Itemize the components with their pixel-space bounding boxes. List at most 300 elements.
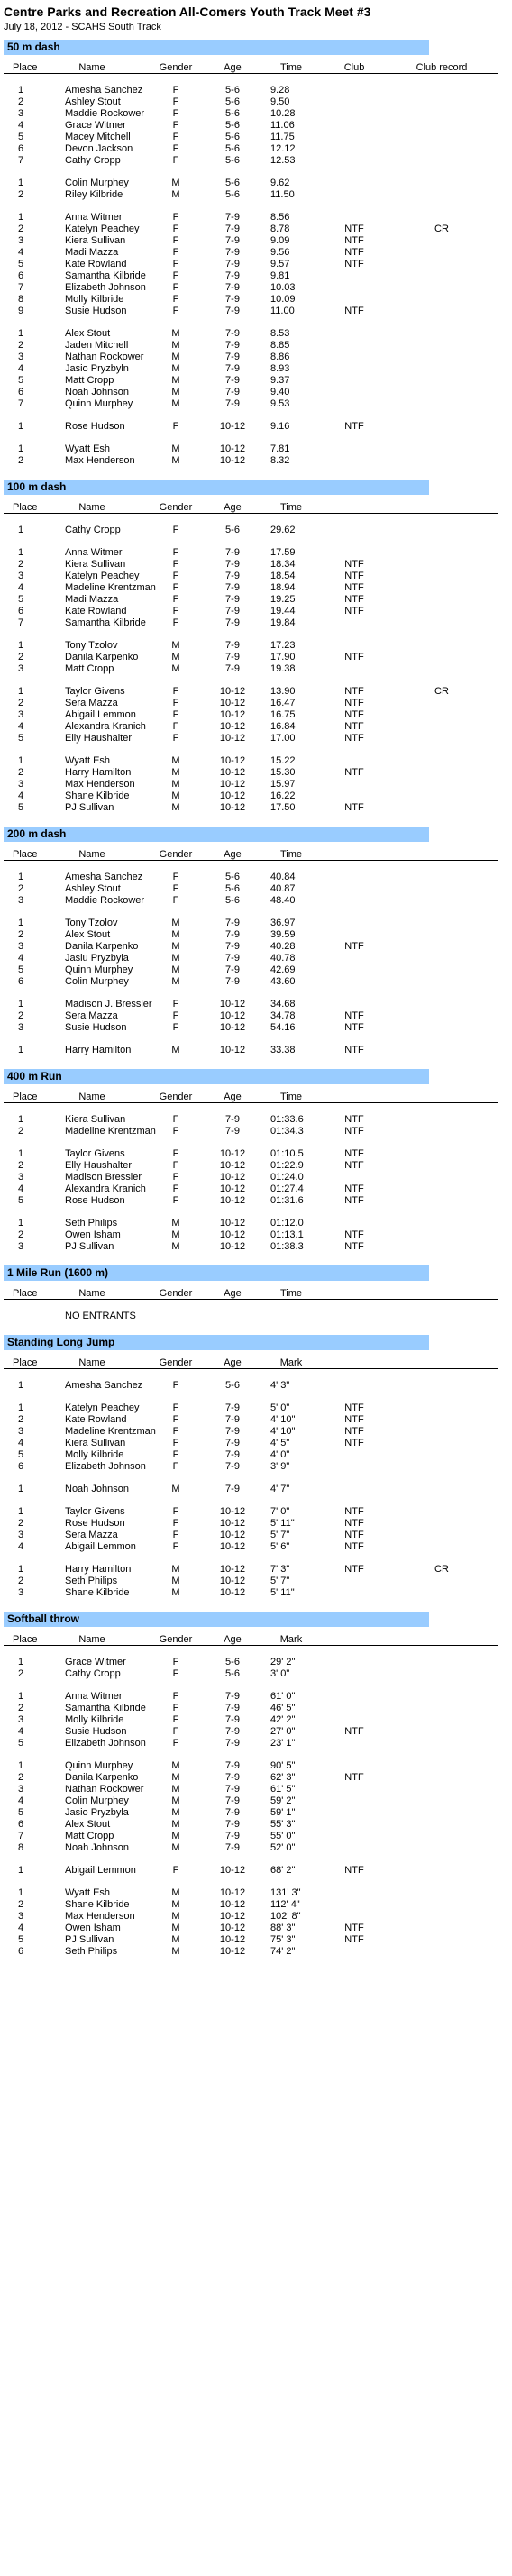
result-cell: 112' 4" — [270, 1899, 300, 1910]
name-cell: Sera Mazza — [65, 1010, 118, 1021]
result-cell: 17.59 — [270, 547, 296, 558]
place-cell: 4 — [17, 790, 24, 801]
record-cell — [386, 559, 498, 571]
result-cell: 9.62 — [270, 178, 290, 188]
name-cell: Abigail Lemmon — [65, 709, 136, 720]
result-cell: 18.54 — [270, 571, 296, 581]
club-cell: NTF — [344, 582, 364, 593]
table-row — [4, 709, 498, 721]
club-cell — [323, 294, 386, 306]
club-cell — [323, 918, 386, 929]
place-cell: 4 — [17, 1541, 24, 1552]
place-cell: 3 — [17, 941, 24, 952]
gender-cell: F — [172, 247, 179, 258]
place-cell: 2 — [17, 929, 24, 940]
record-cell — [386, 953, 498, 964]
name-cell: Taylor Givens — [65, 686, 125, 697]
col-header-place: Place — [4, 1084, 38, 1103]
name-cell: PJ Sullivan — [65, 1934, 114, 1945]
table-row — [4, 686, 498, 698]
result-cell: 19.44 — [270, 606, 296, 617]
age-cell: 10-12 — [219, 721, 246, 732]
gender-cell: M — [171, 1819, 180, 1830]
club-cell: NTF — [344, 247, 364, 258]
group-spacer — [4, 1300, 498, 1311]
table-row — [4, 1160, 498, 1172]
place-cell: 2 — [17, 1010, 24, 1021]
gender-cell: M — [171, 387, 180, 397]
club-cell: NTF — [344, 698, 364, 708]
result-cell: 29.62 — [270, 525, 296, 535]
place-cell: 9 — [17, 306, 24, 316]
record-cell — [386, 421, 498, 433]
result-cell: 48.40 — [270, 895, 296, 906]
place-cell: 1 — [17, 85, 24, 96]
club-cell — [323, 1218, 386, 1229]
table-row — [4, 1183, 498, 1195]
section-title: Standing Long Jump — [4, 1335, 429, 1350]
gender-cell: F — [172, 282, 179, 293]
spacer-cell — [4, 1680, 498, 1691]
gender-cell: M — [171, 1564, 180, 1575]
gender-cell: F — [172, 1426, 179, 1437]
table-row — [4, 883, 498, 895]
table-row — [4, 1148, 498, 1160]
age-cell: 7-9 — [225, 1807, 240, 1818]
age-cell: 7-9 — [225, 1819, 240, 1830]
record-cell — [386, 270, 498, 282]
age-cell: 5-6 — [225, 85, 240, 96]
table-row — [4, 1195, 498, 1207]
col-header-age: Age — [206, 1350, 260, 1369]
gender-cell: F — [172, 259, 179, 269]
club-cell: NTF — [344, 686, 364, 697]
name-cell: Susie Hudson — [65, 1022, 127, 1033]
age-cell: 10-12 — [219, 443, 246, 454]
col-header-club — [323, 1627, 386, 1646]
table-row — [4, 929, 498, 941]
record-cell — [386, 1484, 498, 1495]
age-cell: 10-12 — [219, 1564, 246, 1575]
club-cell — [323, 108, 386, 120]
record-cell — [386, 617, 498, 629]
result-cell: 5' 6" — [270, 1541, 290, 1552]
gender-cell: M — [171, 790, 180, 801]
record-cell — [386, 1461, 498, 1473]
gender-cell: F — [172, 721, 179, 732]
spacer-cell — [4, 433, 498, 443]
place-cell: 2 — [17, 1576, 24, 1586]
age-cell: 7-9 — [225, 1414, 240, 1425]
gender-cell: M — [171, 802, 180, 813]
table-row — [4, 698, 498, 709]
sections-container — [0, 40, 512, 1958]
age-cell: 5-6 — [225, 189, 240, 200]
spacer-cell — [4, 861, 498, 872]
name-cell: Amesha Sanchez — [65, 872, 143, 882]
table-row — [4, 964, 498, 976]
table-row — [4, 1703, 498, 1714]
name-cell: Max Henderson — [65, 455, 135, 466]
club-cell — [323, 189, 386, 201]
result-cell: 4' 10" — [270, 1426, 296, 1437]
gender-cell: M — [171, 767, 180, 778]
result-cell: 9.50 — [270, 96, 290, 107]
place-cell: 4 — [17, 247, 24, 258]
gender-cell: F — [172, 212, 179, 223]
place-cell: 5 — [17, 594, 24, 605]
club-cell — [323, 1703, 386, 1714]
record-cell — [386, 282, 498, 294]
results-table — [4, 55, 498, 467]
spacer-cell — [4, 317, 498, 328]
age-cell: 10-12 — [219, 709, 246, 720]
col-header-result: Time — [260, 842, 323, 861]
age-cell: 10-12 — [219, 802, 246, 813]
age-cell: 5-6 — [225, 178, 240, 188]
place-cell: 1 — [17, 755, 24, 766]
name-cell: Abigail Lemmon — [65, 1541, 136, 1552]
name-cell: Elizabeth Johnson — [65, 1738, 146, 1749]
name-cell: Devon Jackson — [65, 143, 133, 154]
age-cell: 7-9 — [225, 941, 240, 952]
name-cell: Maddie Rockower — [65, 108, 145, 119]
record-cell — [386, 1911, 498, 1923]
result-cell: 9.09 — [270, 235, 290, 246]
place-cell: 1 — [17, 1380, 24, 1391]
record-cell — [386, 1114, 498, 1126]
result-cell: 8.78 — [270, 224, 290, 234]
col-header-age: Age — [206, 1084, 260, 1103]
table-row — [4, 1564, 498, 1576]
col-header-age: Age — [206, 1627, 260, 1646]
place-cell: 2 — [17, 1160, 24, 1171]
result-cell: 42' 2" — [270, 1714, 296, 1725]
result-cell: 7' 3" — [270, 1564, 290, 1575]
table-row — [4, 1795, 498, 1807]
place-cell: 1 — [17, 1657, 24, 1667]
col-header-club — [323, 495, 386, 514]
table-row — [4, 178, 498, 189]
name-cell: Katelyn Peachey — [65, 224, 140, 234]
record-cell — [386, 178, 498, 189]
age-cell: 7-9 — [225, 235, 240, 246]
name-cell: Max Henderson — [65, 1911, 135, 1922]
col-header-name: Name — [38, 1627, 146, 1646]
place-cell: 1 — [17, 1218, 24, 1229]
name-cell: Elly Haushalter — [65, 733, 132, 744]
results-table — [4, 495, 498, 814]
place-cell: 4 — [17, 953, 24, 964]
name-cell: Ashley Stout — [65, 883, 121, 894]
result-cell: 18.34 — [270, 559, 296, 570]
col-header-age: Age — [206, 55, 260, 74]
age-cell: 7-9 — [225, 663, 240, 674]
age-cell: 10-12 — [219, 755, 246, 766]
gender-cell: F — [172, 1183, 179, 1194]
record-cell: CR — [434, 686, 449, 697]
col-header-gender: Gender — [146, 1084, 206, 1103]
results-table — [4, 1350, 498, 1599]
name-cell: Susie Hudson — [65, 306, 127, 316]
club-cell: NTF — [344, 652, 364, 662]
result-cell: 01:38.3 — [270, 1241, 304, 1252]
result-cell: 10.09 — [270, 294, 296, 305]
name-cell: Seth Philips — [65, 1946, 118, 1957]
age-cell: 10-12 — [219, 1506, 246, 1517]
result-cell: 8.56 — [270, 212, 290, 223]
place-cell: 3 — [17, 1426, 24, 1437]
club-cell — [323, 398, 386, 410]
record-cell — [386, 929, 498, 941]
place-cell: 4 — [17, 363, 24, 374]
age-cell: 10-12 — [219, 1587, 246, 1598]
spacer-cell — [4, 629, 498, 640]
age-cell: 5-6 — [225, 883, 240, 894]
place-cell: 1 — [17, 1045, 24, 1055]
record-cell — [386, 1576, 498, 1587]
name-cell: Madison Bressler — [65, 1172, 142, 1183]
age-cell: 7-9 — [225, 606, 240, 617]
name-cell: Seth Philips — [65, 1576, 118, 1586]
gender-cell: F — [172, 1518, 179, 1529]
club-cell: NTF — [344, 224, 364, 234]
club-cell: NTF — [344, 1726, 364, 1737]
table-row — [4, 132, 498, 143]
record-cell — [386, 1414, 498, 1426]
table-row — [4, 294, 498, 306]
spacer-cell — [4, 514, 498, 525]
col-header-result: Mark — [260, 1627, 323, 1646]
result-cell: 8.85 — [270, 340, 290, 351]
table-row — [4, 1229, 498, 1241]
record-cell — [386, 721, 498, 733]
result-cell: 29' 2" — [270, 1657, 296, 1667]
result-cell: 9.37 — [270, 375, 290, 386]
record-cell — [386, 1691, 498, 1703]
gender-cell: M — [171, 1911, 180, 1922]
name-cell: Sera Mazza — [65, 698, 118, 708]
age-cell: 10-12 — [219, 1541, 246, 1552]
record-cell — [386, 1587, 498, 1599]
result-cell: 9.16 — [270, 421, 290, 432]
gender-cell: M — [171, 1484, 180, 1494]
age-cell: 7-9 — [225, 953, 240, 964]
club-cell: NTF — [344, 709, 364, 720]
header-row — [4, 495, 498, 514]
gender-cell: M — [171, 189, 180, 200]
place-cell: 2 — [17, 189, 24, 200]
gender-cell: M — [171, 443, 180, 454]
club-cell — [323, 1484, 386, 1495]
table-row — [4, 953, 498, 964]
result-cell: 18.94 — [270, 582, 296, 593]
record-cell — [386, 1795, 498, 1807]
name-cell: Max Henderson — [65, 779, 135, 790]
record-cell — [386, 582, 498, 594]
name-cell: Madison J. Bressler — [65, 999, 152, 1009]
gender-cell — [146, 1311, 206, 1322]
club-cell — [323, 895, 386, 907]
gender-cell: F — [172, 1668, 179, 1679]
club-cell — [323, 755, 386, 767]
gender-cell: M — [171, 1760, 180, 1771]
age-cell: 7-9 — [225, 1831, 240, 1841]
name-cell: Taylor Givens — [65, 1148, 125, 1159]
age-cell: 7-9 — [225, 1842, 240, 1853]
place-cell: 1 — [17, 872, 24, 882]
spacer-cell — [4, 201, 498, 212]
age-cell: 10-12 — [219, 1865, 246, 1876]
result-cell: 01:10.5 — [270, 1148, 304, 1159]
name-cell: Madeline Krentzman — [65, 1426, 156, 1437]
name-cell: Katelyn Peachey — [65, 571, 140, 581]
gender-cell: F — [172, 1530, 179, 1540]
name-cell: Madeline Krentzman — [65, 1126, 156, 1137]
result-cell: 7.81 — [270, 443, 290, 454]
col-header-age: Age — [206, 1281, 260, 1300]
table-row — [4, 1657, 498, 1668]
table-row — [4, 455, 498, 467]
name-cell: Samantha Kilbride — [65, 617, 146, 628]
group-spacer — [4, 1103, 498, 1115]
age-cell: 10-12 — [219, 999, 246, 1009]
age-cell: 10-12 — [219, 1218, 246, 1229]
section-title: 100 m dash — [4, 480, 429, 495]
result-cell: 12.12 — [270, 143, 296, 154]
col-header-record: Club record — [386, 55, 498, 74]
group-spacer — [4, 1473, 498, 1484]
spacer-cell — [4, 1749, 498, 1760]
place-cell: 5 — [17, 802, 24, 813]
result-cell: 01:13.1 — [270, 1229, 304, 1240]
gender-cell: M — [171, 1934, 180, 1945]
result-cell: 11.06 — [270, 120, 295, 131]
gender-cell: M — [171, 455, 180, 466]
record-cell — [386, 1506, 498, 1518]
result-cell: 17.50 — [270, 802, 296, 813]
age-cell: 7-9 — [225, 559, 240, 570]
col-header-name: Name — [38, 1350, 146, 1369]
section-title: 50 m dash — [4, 40, 429, 55]
gender-cell: M — [171, 363, 180, 374]
record-cell — [386, 999, 498, 1010]
result-cell: 75' 3" — [270, 1934, 296, 1945]
table-row — [4, 1426, 498, 1438]
col-header-club — [323, 1350, 386, 1369]
name-cell: PJ Sullivan — [65, 802, 114, 813]
club-cell: NTF — [344, 1772, 364, 1783]
name-cell: PJ Sullivan — [65, 1241, 114, 1252]
spacer-cell — [4, 1646, 498, 1658]
spacer-cell — [4, 744, 498, 755]
record-cell — [386, 1703, 498, 1714]
table-row — [4, 1414, 498, 1426]
table-row — [4, 1311, 498, 1322]
header-row — [4, 1281, 498, 1300]
col-header-name: Name — [38, 495, 146, 514]
result-cell: 3' 9" — [270, 1461, 290, 1472]
section-softball-throw — [0, 1612, 512, 1958]
age-cell: 7-9 — [225, 547, 240, 558]
name-cell: Colin Murphey — [65, 976, 129, 987]
page-title: Centre Parks and Recreation All-Comers Youth Track Meet #3 — [4, 5, 371, 19]
gender-cell: F — [172, 1691, 179, 1702]
table-row — [4, 1911, 498, 1923]
table-row — [4, 1668, 498, 1680]
record-cell: CR — [434, 224, 449, 234]
record-cell — [386, 571, 498, 582]
place-cell: 2 — [17, 455, 24, 466]
group-spacer — [4, 1877, 498, 1887]
name-cell: Amesha Sanchez — [65, 85, 143, 96]
place-cell: 4 — [17, 1795, 24, 1806]
spacer-cell — [4, 1553, 498, 1564]
place-cell: 1 — [17, 525, 24, 535]
gender-cell: M — [171, 663, 180, 674]
place-cell: 3 — [17, 1172, 24, 1183]
record-cell — [386, 1726, 498, 1738]
age-cell: 7-9 — [225, 259, 240, 269]
record-cell — [386, 235, 498, 247]
record-cell — [386, 698, 498, 709]
club-cell: NTF — [344, 1438, 364, 1448]
age-cell: 5-6 — [225, 96, 240, 107]
gender-cell: M — [171, 976, 180, 987]
place-cell: 5 — [17, 1195, 24, 1206]
col-header-club — [323, 842, 386, 861]
name-cell: Owen Isham — [65, 1229, 121, 1240]
record-cell — [386, 640, 498, 652]
place-cell: 1 — [17, 1691, 24, 1702]
group-spacer — [4, 74, 498, 86]
name-cell: Alexandra Kranich — [65, 721, 146, 732]
club-cell — [323, 212, 386, 224]
gender-cell: M — [171, 1923, 180, 1933]
spacer-cell — [4, 907, 498, 918]
place-cell: 5 — [17, 375, 24, 386]
record-cell — [386, 1668, 498, 1680]
club-cell — [323, 1714, 386, 1726]
result-cell: 4' 5" — [270, 1438, 290, 1448]
gender-cell: F — [172, 1148, 179, 1159]
record-cell — [386, 306, 498, 317]
results-table — [4, 842, 498, 1056]
table-row — [4, 387, 498, 398]
spacer-cell — [4, 1495, 498, 1506]
age-cell: 7-9 — [225, 282, 240, 293]
record-cell — [386, 941, 498, 953]
record-cell — [386, 143, 498, 155]
col-header-record — [386, 1084, 498, 1103]
name-cell: Cathy Cropp — [65, 525, 121, 535]
name-cell: Alex Stout — [65, 1819, 111, 1830]
record-cell — [386, 1784, 498, 1795]
table-row — [4, 247, 498, 259]
table-row — [4, 375, 498, 387]
place-cell: 2 — [17, 96, 24, 107]
group-spacer — [4, 1553, 498, 1564]
age-cell: 7-9 — [225, 375, 240, 386]
place-cell: 4 — [17, 1726, 24, 1737]
gender-cell: M — [171, 755, 180, 766]
result-cell: 4' 0" — [270, 1449, 290, 1460]
club-cell: NTF — [344, 1010, 364, 1021]
club-cell: NTF — [344, 1518, 364, 1529]
result-cell: 52' 0" — [270, 1842, 296, 1853]
record-cell — [386, 1449, 498, 1461]
name-cell: NO ENTRANTS — [65, 1311, 136, 1321]
